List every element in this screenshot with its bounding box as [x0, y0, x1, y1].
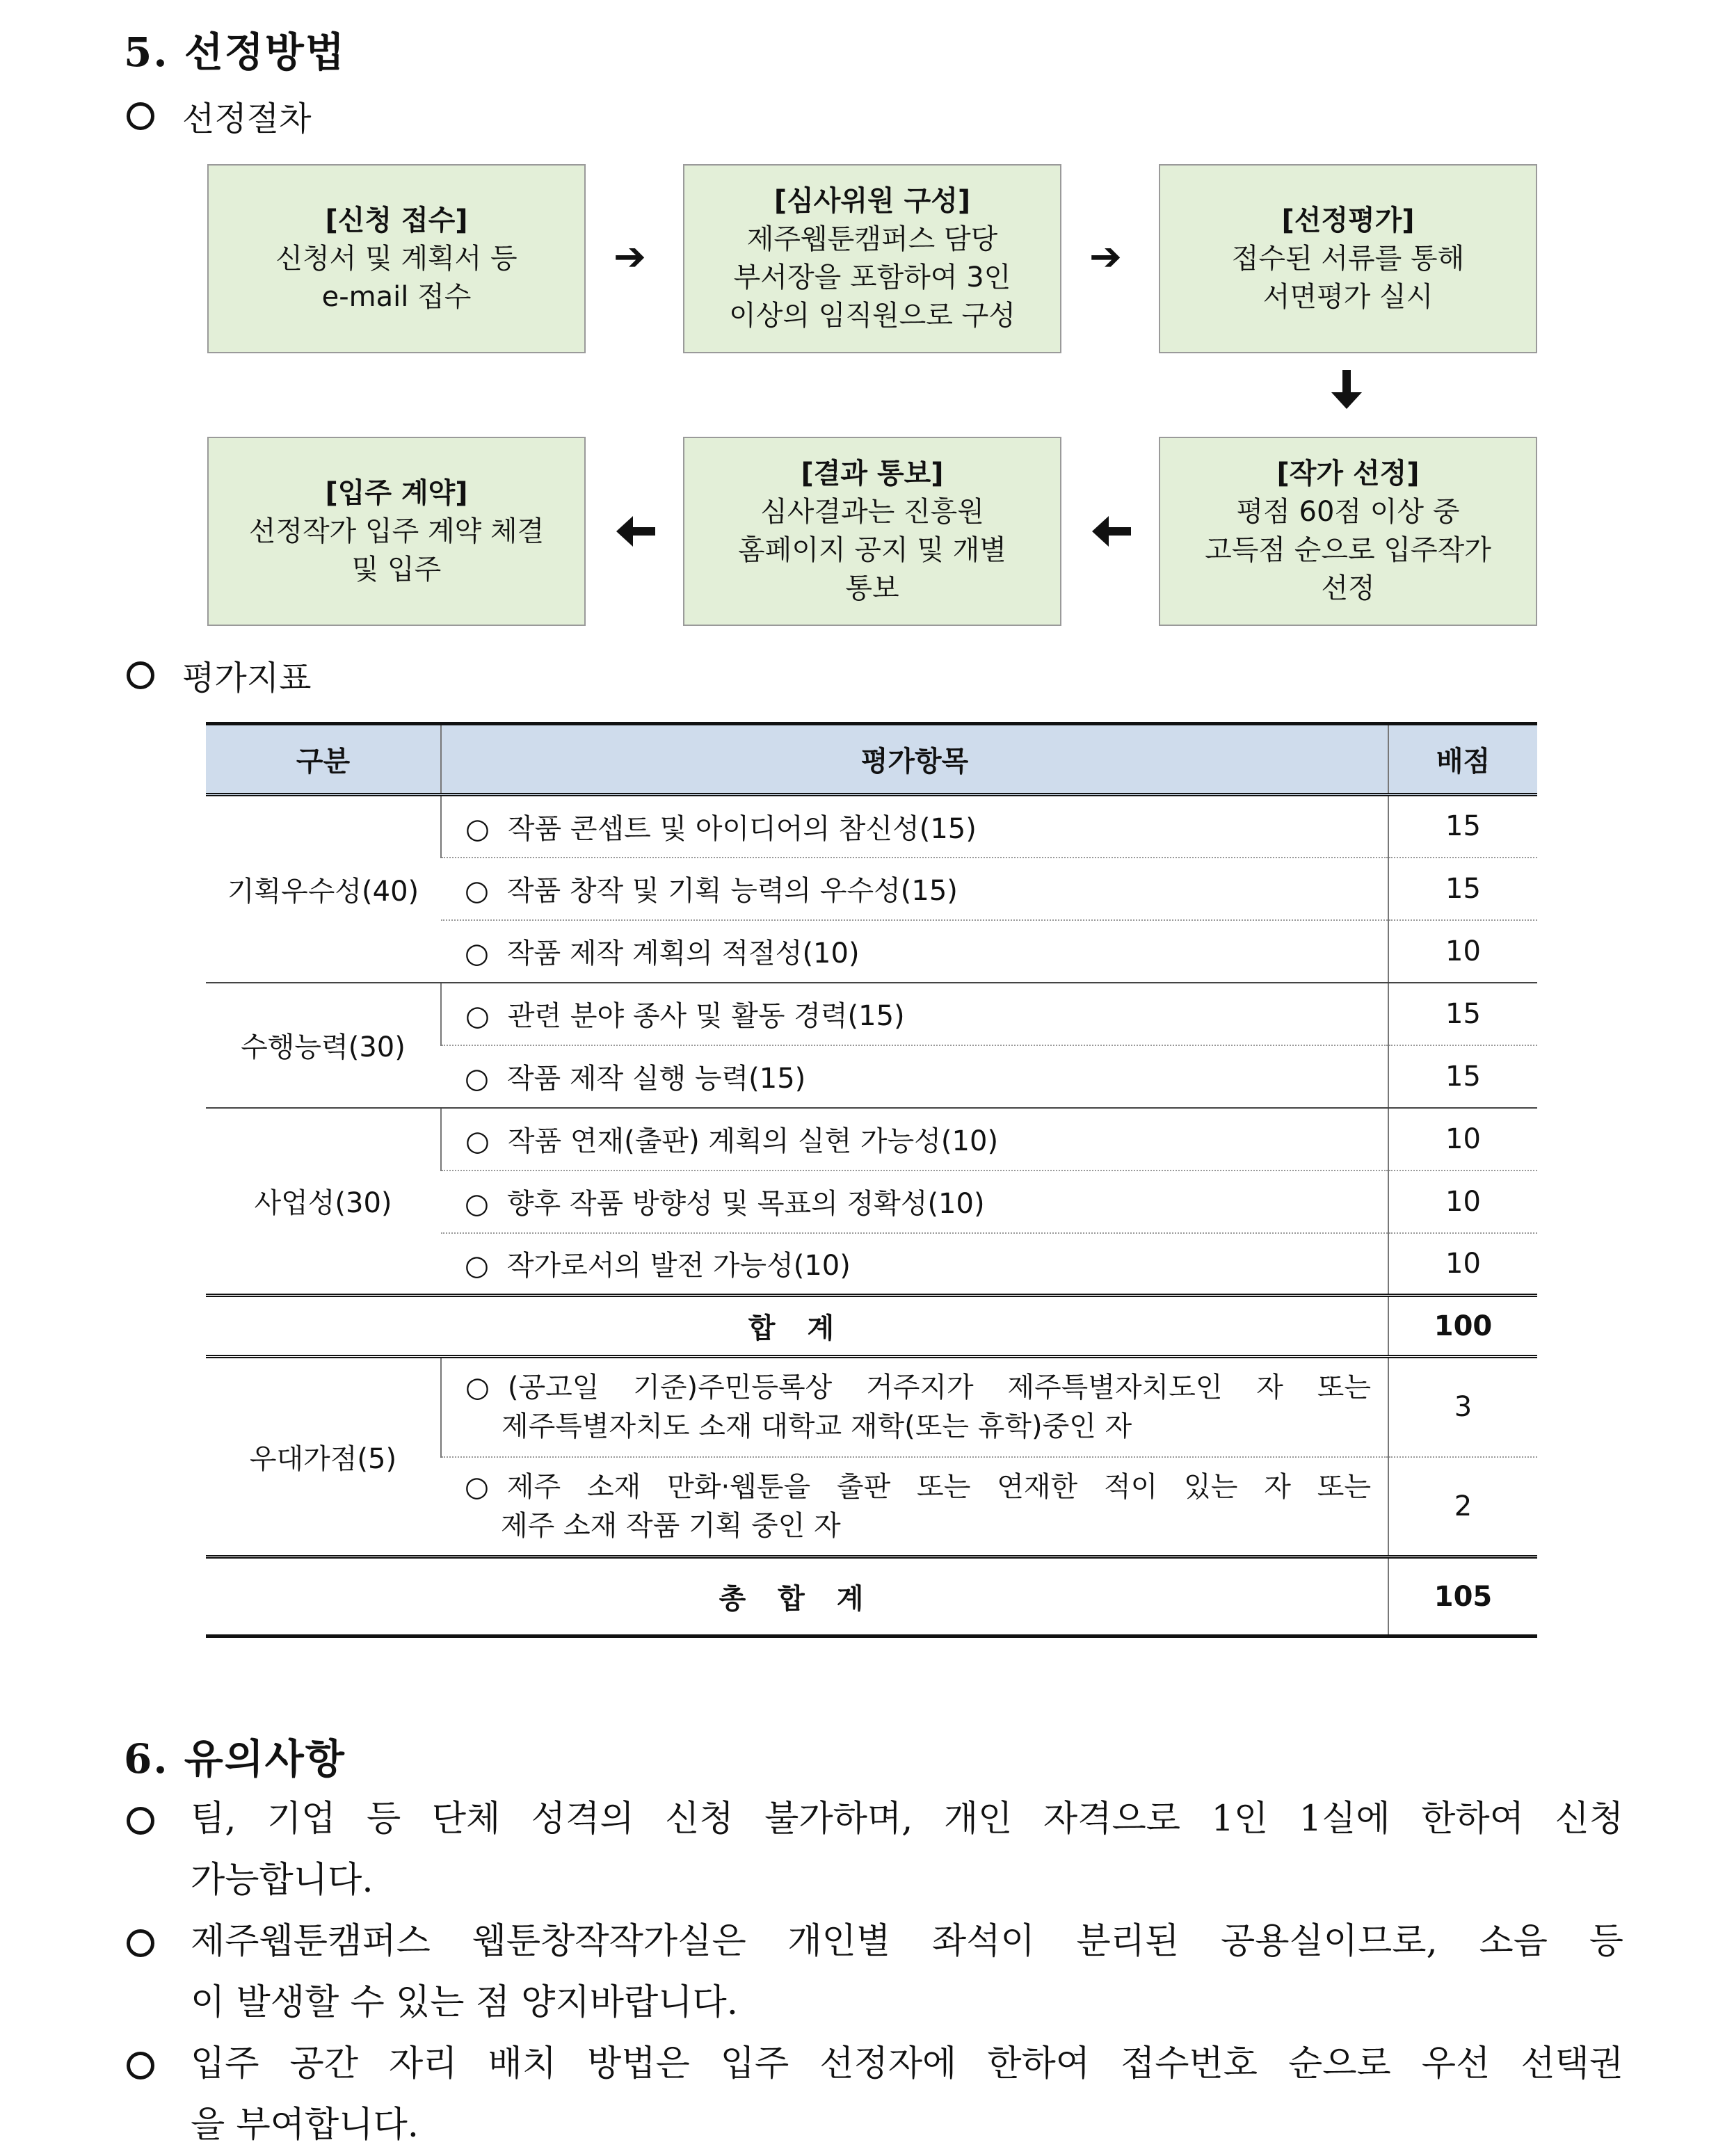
item-cell: ○ 작가로서의 발전 가능성(10) — [441, 1233, 1388, 1296]
step-line: 제주웹툰캠퍼스 담당 — [746, 223, 998, 255]
notice-item — [127, 2034, 1623, 2156]
score-cell: 2 — [1388, 1457, 1537, 1557]
subtotal-row — [206, 1296, 1537, 1357]
step-line: 심사결과는 진흥원 — [760, 496, 984, 528]
score-cell: 10 — [1388, 1108, 1537, 1170]
section-5-title: 5. 선정방법 — [124, 29, 346, 76]
step-title: [심사위원 구성] — [773, 185, 971, 217]
score-cell: 15 — [1388, 858, 1537, 920]
item-cell: ○ 작품 연재(출판) 계획의 실현 가능성(10) — [441, 1108, 1388, 1170]
item-cell: ○ 향후 작품 방향성 및 목표의 정확성(10) — [441, 1170, 1388, 1233]
notice-line: 을 부여합니다. — [191, 2105, 419, 2146]
column-header: 구분 — [206, 724, 441, 795]
total-label: 총 합 계 — [206, 1557, 1388, 1636]
total-row — [206, 1557, 1537, 1636]
item-cell: ○ 작품 제작 실행 능력(15) — [441, 1045, 1388, 1108]
notice-line: 입주 공간 자리 배치 방법은 입주 선정자에 한하여 접수번호 순으로 우선 선택권 — [191, 2043, 1623, 2084]
score-cell: 3 — [1388, 1357, 1537, 1457]
notice-item — [127, 1789, 1623, 1911]
category-cell: 기획우수성(40) — [206, 795, 441, 983]
total-score: 105 — [1388, 1557, 1537, 1636]
category-cell: 우대가점(5) — [206, 1357, 441, 1557]
arrow-right-icon: ➔ — [613, 234, 646, 280]
criteria-heading-label: 평가지표 — [182, 659, 312, 698]
step-line: 서면평가 실시 — [1262, 280, 1434, 313]
category-cell: 수행능력(30) — [206, 983, 441, 1108]
subtotal-label: 합 계 — [206, 1296, 1388, 1357]
item-cell: ○ 작품 콘셉트 및 아이디어의 참신성(15) — [441, 795, 1388, 858]
step-title: [입주 계약] — [325, 476, 468, 509]
step-line: e-mail 접수 — [321, 280, 472, 313]
table-row — [206, 1357, 1537, 1457]
step-line: 신청서 및 계획서 등 — [275, 242, 518, 275]
step-title: [신청 접수] — [325, 204, 468, 236]
score-cell: 15 — [1388, 795, 1537, 858]
procedure-heading-label: 선정절차 — [182, 99, 312, 138]
step-line: 홈페이지 공지 및 개별 — [738, 534, 1006, 566]
column-header: 평가항목 — [441, 724, 1388, 795]
table-row — [206, 983, 1537, 1045]
item-cell: ○ 작품 제작 계획의 적절성(10) — [441, 920, 1388, 983]
step-committee — [683, 164, 1061, 353]
score-cell: 15 — [1388, 983, 1537, 1045]
item-cell: ○ 관련 분야 종사 및 활동 경력(15) — [441, 983, 1388, 1045]
table-row — [206, 795, 1537, 858]
item-cell: ○ (공고일 기준)주민등록상 거주지가 제주특별자치도인 자 또는 제주특별자치도 소재 대학교 재학(또는 휴학)중인 자 — [441, 1357, 1388, 1457]
arrow-down-icon — [1327, 369, 1366, 410]
table-row — [206, 1108, 1537, 1170]
notice-line: 가능합니다. — [191, 1860, 374, 1901]
procedure-heading — [127, 92, 311, 140]
score-cell: 10 — [1388, 1233, 1537, 1296]
step-line: 접수된 서류를 통해 — [1231, 242, 1465, 275]
circle-bullet-icon — [127, 2052, 154, 2079]
table-header-row — [206, 724, 1537, 795]
item-cell: ○ 작품 창작 및 기획 능력의 우수성(15) — [441, 858, 1388, 920]
notice-item — [127, 1911, 1623, 2034]
step-line: 선정작가 입주 계약 체결 — [248, 515, 545, 547]
score-cell: 10 — [1388, 920, 1537, 983]
step-line: 통보 — [845, 572, 899, 604]
category-cell: 사업성(30) — [206, 1108, 441, 1296]
circle-bullet-icon — [127, 661, 154, 689]
step-line: 이상의 임직원으로 구성 — [729, 300, 1016, 332]
step-line: 부서장을 포함하여 3인 — [733, 262, 1011, 293]
score-cell: 10 — [1388, 1170, 1537, 1233]
notice-line: 이 발생할 수 있는 점 양지바랍니다. — [191, 1982, 738, 2023]
score-cell: 15 — [1388, 1045, 1537, 1108]
criteria-heading — [127, 651, 311, 699]
step-evaluation — [1159, 164, 1537, 353]
section-6-title: 6. 유의사항 — [124, 1735, 346, 1783]
evaluation-table — [206, 722, 1537, 1638]
column-header: 배점 — [1388, 724, 1537, 795]
arrow-right-icon: ➔ — [1089, 234, 1122, 280]
step-line: 및 입주 — [351, 553, 442, 586]
step-line: 고득점 순으로 입주작가 — [1205, 534, 1491, 566]
step-selection — [1159, 437, 1537, 626]
step-line: 평점 60점 이상 중 — [1236, 496, 1460, 528]
circle-bullet-icon — [127, 1807, 154, 1835]
step-title: [결과 통보] — [801, 458, 944, 490]
circle-bullet-icon — [127, 1929, 154, 1957]
step-notification — [683, 437, 1061, 626]
notice-line: 제주웹툰캠퍼스 웹툰창작작가실은 개인별 좌석이 분리된 공용실이므로, 소음 등 — [191, 1921, 1623, 1962]
arrow-left-icon — [1091, 512, 1132, 551]
step-title: [선정평가] — [1281, 204, 1415, 236]
item-cell: ○ 제주 소재 만화·웹툰을 출판 또는 연재한 적이 있는 자 또는 제주 소재 작품 기획 중인 자 — [441, 1457, 1388, 1557]
notice-line: 팀, 기업 등 단체 성격의 신청 불가하며, 개인 자격으로 1인 1실에 한하여 신청 — [191, 1799, 1623, 1840]
step-line: 선정 — [1321, 572, 1375, 604]
circle-bullet-icon — [127, 102, 154, 130]
step-title: [작가 선정] — [1276, 458, 1420, 490]
subtotal-score: 100 — [1388, 1296, 1537, 1357]
arrow-left-icon — [615, 512, 657, 551]
step-application — [207, 164, 586, 353]
step-contract — [207, 437, 586, 626]
